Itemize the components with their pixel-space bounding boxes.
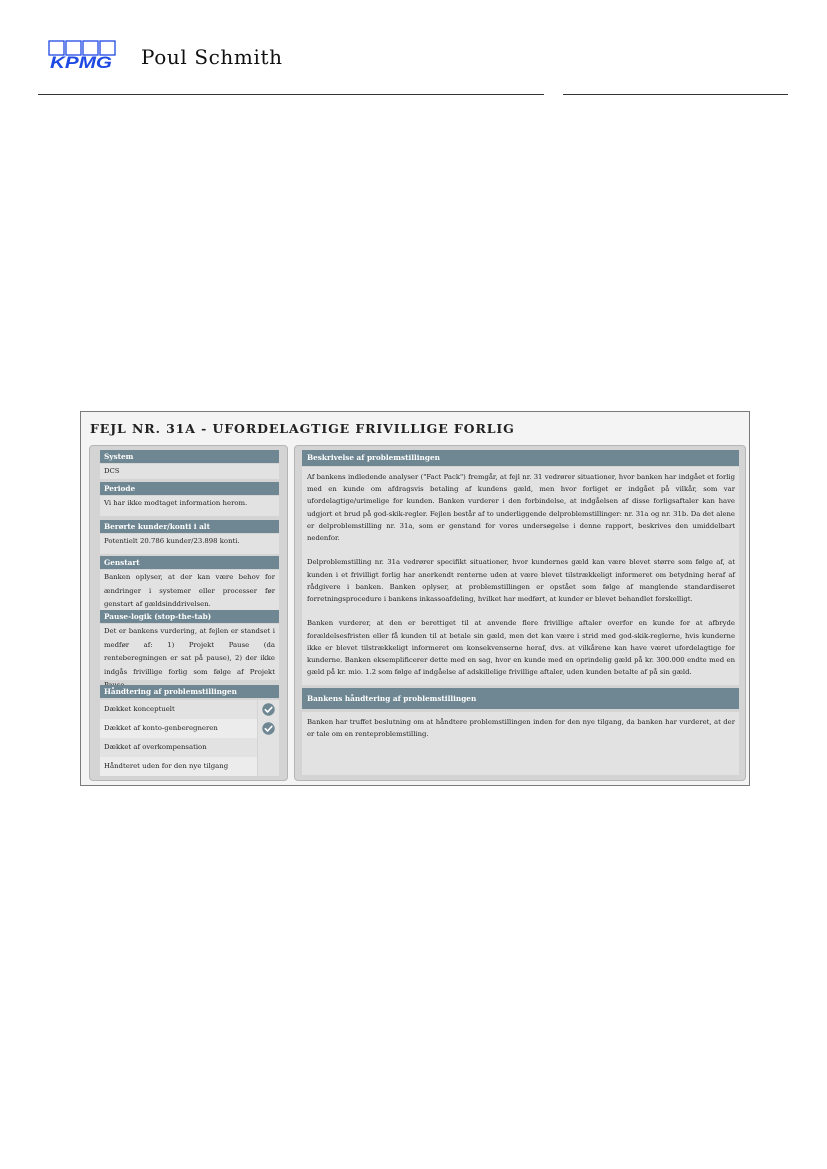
beskrivelse-paragraph: Af bankens indledende analyser ("Fact Pack") fremgår, at fejl nr. 31 vedrører situationer, hvor banken har indgået et forlig med en kunde om afdragsvis betaling af kundens gæld, men hvor forliget er indgået på vilkår, som var ufordelagtige/urimelige for kunden. Banken vurderer i den forbindelse, at indgåelsen af disse forligsaftaler kan have udgjort et brud på god-skik-regler. Fejlen består af to underliggende delproblemstillinger: nr. 31a og nr. 31b. Da det alene er delproblemstilling nr. 31a, som er genstand for vores undersøgelse i denne rapport, beskrives den umiddelbart nedenfor. xyxy=(307,473,735,543)
handtering-row-label: Dækket af konto-genberegneren xyxy=(100,719,257,738)
handtering-table xyxy=(100,700,279,776)
handtering-row-label: Dækket konceptuelt xyxy=(100,700,257,719)
handtering-label: Håndtering af problemstillingen xyxy=(100,685,279,698)
check-circle-icon xyxy=(262,722,275,735)
beskrivelse-body xyxy=(302,467,739,685)
kpmg-logo-text: KPMG xyxy=(50,53,112,70)
card-title: FEJL NR. 31A - UFORDELAGTIGE FRIVILLIGE FORLIG xyxy=(90,421,515,436)
periode-value: Vi har ikke modtaget information herom. xyxy=(100,496,279,516)
header-rule-left xyxy=(38,94,544,95)
bank-handtering-text: Banken har truffet beslutning om at håndtere problemstillingen inden for den nye tilgang, da banken har vurderet, at der er tale om en renteproblemstilling. xyxy=(307,718,735,739)
pause-label: Pause-logik (stop-the-tab) xyxy=(100,610,279,623)
genstart-value: Banken oplyser, at der kan være behov for ændringer i systemer eller processer før genstart af gældsinddrivelsen. xyxy=(100,570,279,613)
handtering-row xyxy=(100,757,279,776)
bank-handtering-body xyxy=(302,712,739,775)
handtering-row-status xyxy=(258,738,279,757)
genstart-label: Genstart xyxy=(100,556,279,569)
beskrivelse-paragraph: Delproblemstilling nr. 31a vedrører specifikt situationer, hvor kundernes gæld kan være blevet større som følge af, at kunden i et frivilligt forlig har anerkendt renterne uden at være blevet tilstrækkeligt informeret om betydning heraf af rådgivere i banken. Banken oplyser, at problemstillingen er opstået som følge af manglende standardiseret forretningsprocedure i bankens inkassoafdeling, hvilket har medført, at kunder er blevet behandlet forskelligt. xyxy=(307,558,735,604)
handtering-row-label: Dækket af overkompensation xyxy=(100,738,257,757)
system-value: DCS xyxy=(100,464,279,479)
beskrivelse-paragraph: Banken vurderer, at den er berettiget til at anvende flere frivillige aftaler overfor en kunde for at afbryde forældelsesfristen eller få kunden til at betale sin gæld, men det kan være i strid med god-skik-reglerne, hvis kunderne ikke er blevet tilstrækkeligt informeret om konsekvenserne heraf, dvs. at vilkårene kan have været ufordelagtige for kunderne. Banken eksemplificerer dette med en sag, hvor en kunde med en oprindelig gæld på kr. 300.000 endte med en gæld på kr. mio. 1.2 som følge af indgåelse af adskillelige frivillige aftaler, uden kunden betalte af på sin gæld. xyxy=(307,619,735,677)
handtering-row-label: Håndteret uden for den nye tilgang xyxy=(100,757,257,776)
berorte-value: Potentielt 20.786 kunder/23.898 konti. xyxy=(100,534,279,554)
firm-name: Poul Schmith xyxy=(141,45,283,69)
handtering-row xyxy=(100,719,279,738)
handtering-row-status xyxy=(258,719,279,738)
system-label: System xyxy=(100,450,279,463)
handtering-row xyxy=(100,738,279,757)
beskrivelse-label: Beskrivelse af problemstillingen xyxy=(302,450,739,466)
header-rule-right xyxy=(563,94,788,95)
left-panel xyxy=(89,445,288,781)
page-header xyxy=(0,0,827,100)
bank-handtering-label: Bankens håndtering af problemstillingen xyxy=(302,688,739,709)
kpmg-logo xyxy=(48,40,116,70)
berorte-label: Berørte kunder/konti i alt xyxy=(100,520,279,533)
periode-label: Periode xyxy=(100,482,279,495)
right-panel xyxy=(294,445,746,781)
handtering-row-status xyxy=(258,757,279,776)
handtering-row xyxy=(100,700,279,719)
pause-value: Det er bankens vurdering, at fejlen er standset i medfør af: 1) Projekt Pause (da renteberegningen er sat på pause), 2) der ikke indgås frivillige forlig som følge af Projekt xyxy=(100,624,279,680)
check-circle-icon xyxy=(262,703,275,716)
handtering-row-status xyxy=(258,700,279,719)
error-card xyxy=(80,411,750,786)
